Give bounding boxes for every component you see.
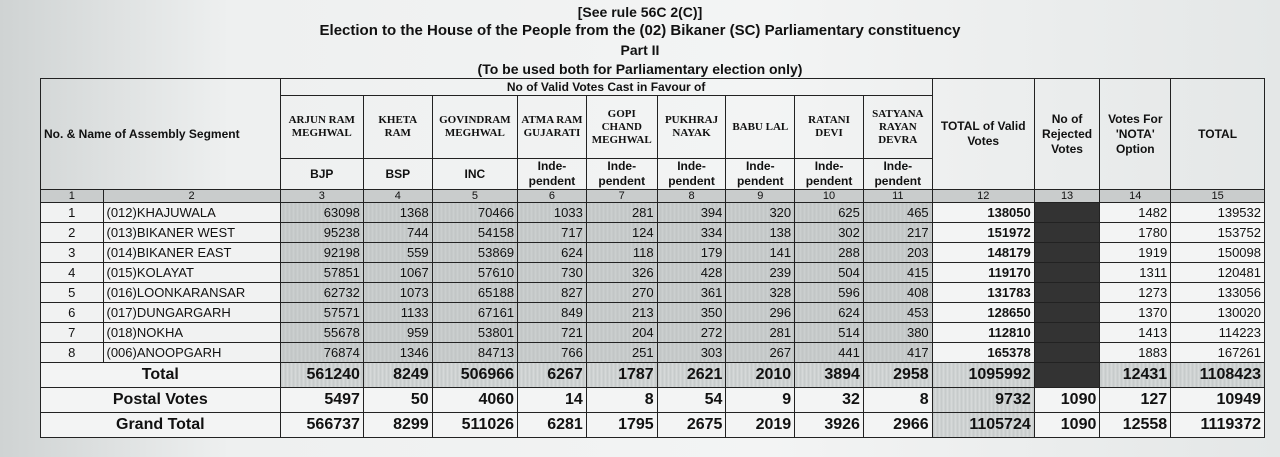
- rule-reference: [See rule 56C 2(C)]: [577, 4, 703, 20]
- nota-votes: 1482: [1100, 203, 1171, 223]
- nota-votes: 1370: [1100, 303, 1171, 323]
- total-valid-votes: 148179: [932, 243, 1034, 263]
- candidate-votes: 827: [518, 283, 587, 303]
- segment-name: (012)KHAJUWALA: [103, 203, 280, 223]
- total-valid-votes: 119170: [932, 263, 1034, 283]
- candidate-votes: 361: [657, 283, 726, 303]
- candidate-votes: 239: [726, 263, 795, 283]
- candidate-name: GOVINDRAM MEGHWAL: [432, 96, 517, 159]
- candidate-votes: 394: [657, 203, 726, 223]
- candidate-name: GOPI CHAND MEGHWAL: [586, 96, 657, 159]
- candidate-votes: 6267: [518, 363, 587, 388]
- candidate-votes: 296: [726, 303, 795, 323]
- candidate-votes: 441: [795, 343, 864, 363]
- candidate-votes: 302: [795, 223, 864, 243]
- candidate-votes: 251: [586, 343, 657, 363]
- candidate-votes: 9: [726, 388, 795, 413]
- party-label: Inde- pendent: [726, 159, 795, 190]
- summary-row: [41, 363, 1265, 388]
- segment-name: (014)BIKANER EAST: [103, 243, 280, 263]
- column-number: 12: [932, 190, 1034, 203]
- candidate-votes: 511026: [432, 413, 517, 438]
- candidate-votes: 63098: [280, 203, 363, 223]
- candidate-votes: 514: [795, 323, 864, 343]
- party-label: Inde- pendent: [795, 159, 864, 190]
- candidate-votes: 8: [863, 388, 932, 413]
- rejected-votes: [1034, 263, 1100, 283]
- candidate-votes: 717: [518, 223, 587, 243]
- candidate-votes: 54: [657, 388, 726, 413]
- rejected-votes: [1034, 243, 1100, 263]
- candidate-votes: 70466: [432, 203, 517, 223]
- candidate-votes: 625: [795, 203, 864, 223]
- total-header: TOTAL: [1171, 79, 1265, 190]
- serial-number: 6: [41, 303, 104, 323]
- candidate-votes: 415: [863, 263, 932, 283]
- column-number: 8: [657, 190, 726, 203]
- candidate-votes: 320: [726, 203, 795, 223]
- candidate-votes: 272: [657, 323, 726, 343]
- candidate-votes: 5497: [280, 388, 363, 413]
- total-valid-votes: 165378: [932, 343, 1034, 363]
- nota-votes: 1273: [1100, 283, 1171, 303]
- row-total: 1108423: [1171, 363, 1265, 388]
- summary-row: [41, 413, 1265, 438]
- candidate-votes: 84713: [432, 343, 517, 363]
- total-valid-votes: 138050: [932, 203, 1034, 223]
- serial-number: 5: [41, 283, 104, 303]
- segment-row: [41, 303, 1265, 323]
- candidate-votes: 721: [518, 323, 587, 343]
- column-number: 2: [103, 190, 280, 203]
- candidate-votes: 270: [586, 283, 657, 303]
- party-label: Inde- pendent: [586, 159, 657, 190]
- row-total: 153752: [1171, 223, 1265, 243]
- candidate-votes: 118: [586, 243, 657, 263]
- nota-votes: 1919: [1100, 243, 1171, 263]
- party-label: INC: [432, 159, 517, 190]
- part-label: Part II: [620, 42, 660, 58]
- serial-number: 8: [41, 343, 104, 363]
- candidate-votes: 6281: [518, 413, 587, 438]
- summary-label: Postal Votes: [41, 388, 281, 413]
- candidate-votes: 267: [726, 343, 795, 363]
- candidate-votes: 596: [795, 283, 864, 303]
- column-number: 10: [795, 190, 864, 203]
- serial-number: 3: [41, 243, 104, 263]
- results-table: [40, 78, 1265, 438]
- rejected-votes: [1034, 283, 1100, 303]
- total-valid-votes: 1105724: [932, 413, 1034, 438]
- candidate-votes: 65188: [432, 283, 517, 303]
- candidate-votes: 2958: [863, 363, 932, 388]
- candidate-votes: 8249: [363, 363, 432, 388]
- valid-votes-group-header: No of Valid Votes Cast in Favour of: [280, 79, 932, 96]
- candidate-votes: 1346: [363, 343, 432, 363]
- candidate-votes: 95238: [280, 223, 363, 243]
- candidate-votes: 380: [863, 323, 932, 343]
- candidate-votes: 203: [863, 243, 932, 263]
- candidate-votes: 1073: [363, 283, 432, 303]
- candidate-votes: 3926: [795, 413, 864, 438]
- column-number: 9: [726, 190, 795, 203]
- rejected-header: No of Rejected Votes: [1034, 79, 1100, 190]
- row-total: 1119372: [1171, 413, 1265, 438]
- summary-row: [41, 388, 1265, 413]
- segment-name: (018)NOKHA: [103, 323, 280, 343]
- candidate-votes: 849: [518, 303, 587, 323]
- candidate-votes: 53801: [432, 323, 517, 343]
- candidate-votes: 141: [726, 243, 795, 263]
- candidate-votes: 428: [657, 263, 726, 283]
- candidate-votes: 55678: [280, 323, 363, 343]
- candidate-votes: 62732: [280, 283, 363, 303]
- column-number: 6: [518, 190, 587, 203]
- candidate-votes: 281: [726, 323, 795, 343]
- candidate-votes: 766: [518, 343, 587, 363]
- candidate-votes: 54158: [432, 223, 517, 243]
- total-valid-votes: 151972: [932, 223, 1034, 243]
- candidate-votes: 1795: [586, 413, 657, 438]
- candidate-votes: 334: [657, 223, 726, 243]
- candidate-votes: 8299: [363, 413, 432, 438]
- candidate-votes: 67161: [432, 303, 517, 323]
- nota-votes: 1883: [1100, 343, 1171, 363]
- column-number: 5: [432, 190, 517, 203]
- candidate-votes: 217: [863, 223, 932, 243]
- row-total: 150098: [1171, 243, 1265, 263]
- candidate-votes: 624: [518, 243, 587, 263]
- candidate-votes: 204: [586, 323, 657, 343]
- rejected-votes: [1034, 203, 1100, 223]
- candidate-votes: 124: [586, 223, 657, 243]
- segment-name: (016)LOONKARANSAR: [103, 283, 280, 303]
- candidate-name: BABU LAL: [726, 96, 795, 159]
- candidate-votes: 138: [726, 223, 795, 243]
- candidate-votes: 465: [863, 203, 932, 223]
- candidate-votes: 213: [586, 303, 657, 323]
- candidate-votes: 281: [586, 203, 657, 223]
- summary-label: Total: [41, 363, 281, 388]
- row-total: 167261: [1171, 343, 1265, 363]
- segment-row: [41, 203, 1265, 223]
- nota-votes: 1780: [1100, 223, 1171, 243]
- candidate-votes: 92198: [280, 243, 363, 263]
- serial-number: 1: [41, 203, 104, 223]
- rejected-votes: [1034, 343, 1100, 363]
- rejected-votes: [1034, 363, 1100, 388]
- total-valid-header: TOTAL of Valid Votes: [932, 79, 1034, 190]
- serial-number: 7: [41, 323, 104, 343]
- candidate-name: PUKHRAJ NAYAK: [657, 96, 726, 159]
- nota-votes: 1311: [1100, 263, 1171, 283]
- column-number: 1: [41, 190, 104, 203]
- column-number: 4: [363, 190, 432, 203]
- column-number: 13: [1034, 190, 1100, 203]
- document-title: Election to the House of the People from the (02) Bikaner (SC) Parliamentary constituency: [319, 22, 961, 39]
- candidate-votes: 624: [795, 303, 864, 323]
- column-number: 14: [1100, 190, 1171, 203]
- candidate-votes: 2010: [726, 363, 795, 388]
- candidate-votes: 506966: [432, 363, 517, 388]
- segment-row: [41, 343, 1265, 363]
- rejected-votes: [1034, 323, 1100, 343]
- candidate-votes: 504: [795, 263, 864, 283]
- candidate-votes: 559: [363, 243, 432, 263]
- column-number: 11: [863, 190, 932, 203]
- total-valid-votes: 9732: [932, 388, 1034, 413]
- column-number: 3: [280, 190, 363, 203]
- candidate-votes: 566737: [280, 413, 363, 438]
- candidate-name: KHETA RAM: [363, 96, 432, 159]
- nota-votes: 1413: [1100, 323, 1171, 343]
- candidate-votes: 179: [657, 243, 726, 263]
- candidate-votes: 57610: [432, 263, 517, 283]
- total-valid-votes: 131783: [932, 283, 1034, 303]
- candidate-votes: 288: [795, 243, 864, 263]
- total-valid-votes: 1095992: [932, 363, 1034, 388]
- party-label: Inde- pendent: [518, 159, 587, 190]
- column-number: 15: [1171, 190, 1265, 203]
- candidate-votes: 730: [518, 263, 587, 283]
- party-label: Inde- pendent: [863, 159, 932, 190]
- candidate-votes: 1067: [363, 263, 432, 283]
- candidate-votes: 2966: [863, 413, 932, 438]
- rejected-votes: 1090: [1034, 413, 1100, 438]
- nota-votes: 127: [1100, 388, 1171, 413]
- column-number-row: [41, 190, 1265, 203]
- usage-note: (To be used both for Parliamentary election only): [477, 61, 803, 77]
- candidate-votes: 1368: [363, 203, 432, 223]
- segment-row: [41, 283, 1265, 303]
- row-total: 130020: [1171, 303, 1265, 323]
- candidate-votes: 32: [795, 388, 864, 413]
- segment-name: (013)BIKANER WEST: [103, 223, 280, 243]
- candidate-votes: 2621: [657, 363, 726, 388]
- segment-name: (015)KOLAYAT: [103, 263, 280, 283]
- candidate-votes: 3894: [795, 363, 864, 388]
- candidate-votes: 2675: [657, 413, 726, 438]
- candidate-votes: 303: [657, 343, 726, 363]
- candidate-votes: 453: [863, 303, 932, 323]
- candidate-votes: 959: [363, 323, 432, 343]
- rejected-votes: [1034, 223, 1100, 243]
- segment-row: [41, 243, 1265, 263]
- summary-label: Grand Total: [41, 413, 281, 438]
- row-total: 139532: [1171, 203, 1265, 223]
- candidate-votes: 561240: [280, 363, 363, 388]
- candidate-name: ATMA RAM GUJARATI: [518, 96, 587, 159]
- candidate-votes: 2019: [726, 413, 795, 438]
- candidate-name: RATANI DEVI: [795, 96, 864, 159]
- candidate-votes: 57571: [280, 303, 363, 323]
- party-label: Inde- pendent: [657, 159, 726, 190]
- candidate-name: SATYANA RAYAN DEVRA: [863, 96, 932, 159]
- row-total: 114223: [1171, 323, 1265, 343]
- segment-header: No. & Name of Assembly Segment: [41, 79, 281, 190]
- column-number: 7: [586, 190, 657, 203]
- serial-number: 2: [41, 223, 104, 243]
- nota-votes: 12558: [1100, 413, 1171, 438]
- total-valid-votes: 112810: [932, 323, 1034, 343]
- candidate-votes: 326: [586, 263, 657, 283]
- candidate-votes: 53869: [432, 243, 517, 263]
- candidate-votes: 50: [363, 388, 432, 413]
- segment-name: (006)ANOOPGARH: [103, 343, 280, 363]
- candidate-votes: 328: [726, 283, 795, 303]
- rejected-votes: [1034, 303, 1100, 323]
- nota-header: Votes For 'NOTA' Option: [1100, 79, 1171, 190]
- candidate-votes: 8: [586, 388, 657, 413]
- row-total: 10949: [1171, 388, 1265, 413]
- candidate-name: ARJUN RAM MEGHWAL: [280, 96, 363, 159]
- candidate-votes: 1133: [363, 303, 432, 323]
- candidate-votes: 744: [363, 223, 432, 243]
- candidate-votes: 14: [518, 388, 587, 413]
- rejected-votes: 1090: [1034, 388, 1100, 413]
- candidate-votes: 1033: [518, 203, 587, 223]
- candidate-votes: 57851: [280, 263, 363, 283]
- total-valid-votes: 128650: [932, 303, 1034, 323]
- candidate-votes: 417: [863, 343, 932, 363]
- row-total: 133056: [1171, 283, 1265, 303]
- nota-votes: 12431: [1100, 363, 1171, 388]
- party-label: BSP: [363, 159, 432, 190]
- candidate-votes: 76874: [280, 343, 363, 363]
- candidate-votes: 408: [863, 283, 932, 303]
- segment-row: [41, 323, 1265, 343]
- candidate-votes: 1787: [586, 363, 657, 388]
- segment-name: (017)DUNGARGARH: [103, 303, 280, 323]
- serial-number: 4: [41, 263, 104, 283]
- candidate-votes: 4060: [432, 388, 517, 413]
- segment-row: [41, 223, 1265, 243]
- segment-row: [41, 263, 1265, 283]
- row-total: 120481: [1171, 263, 1265, 283]
- candidate-votes: 350: [657, 303, 726, 323]
- party-label: BJP: [280, 159, 363, 190]
